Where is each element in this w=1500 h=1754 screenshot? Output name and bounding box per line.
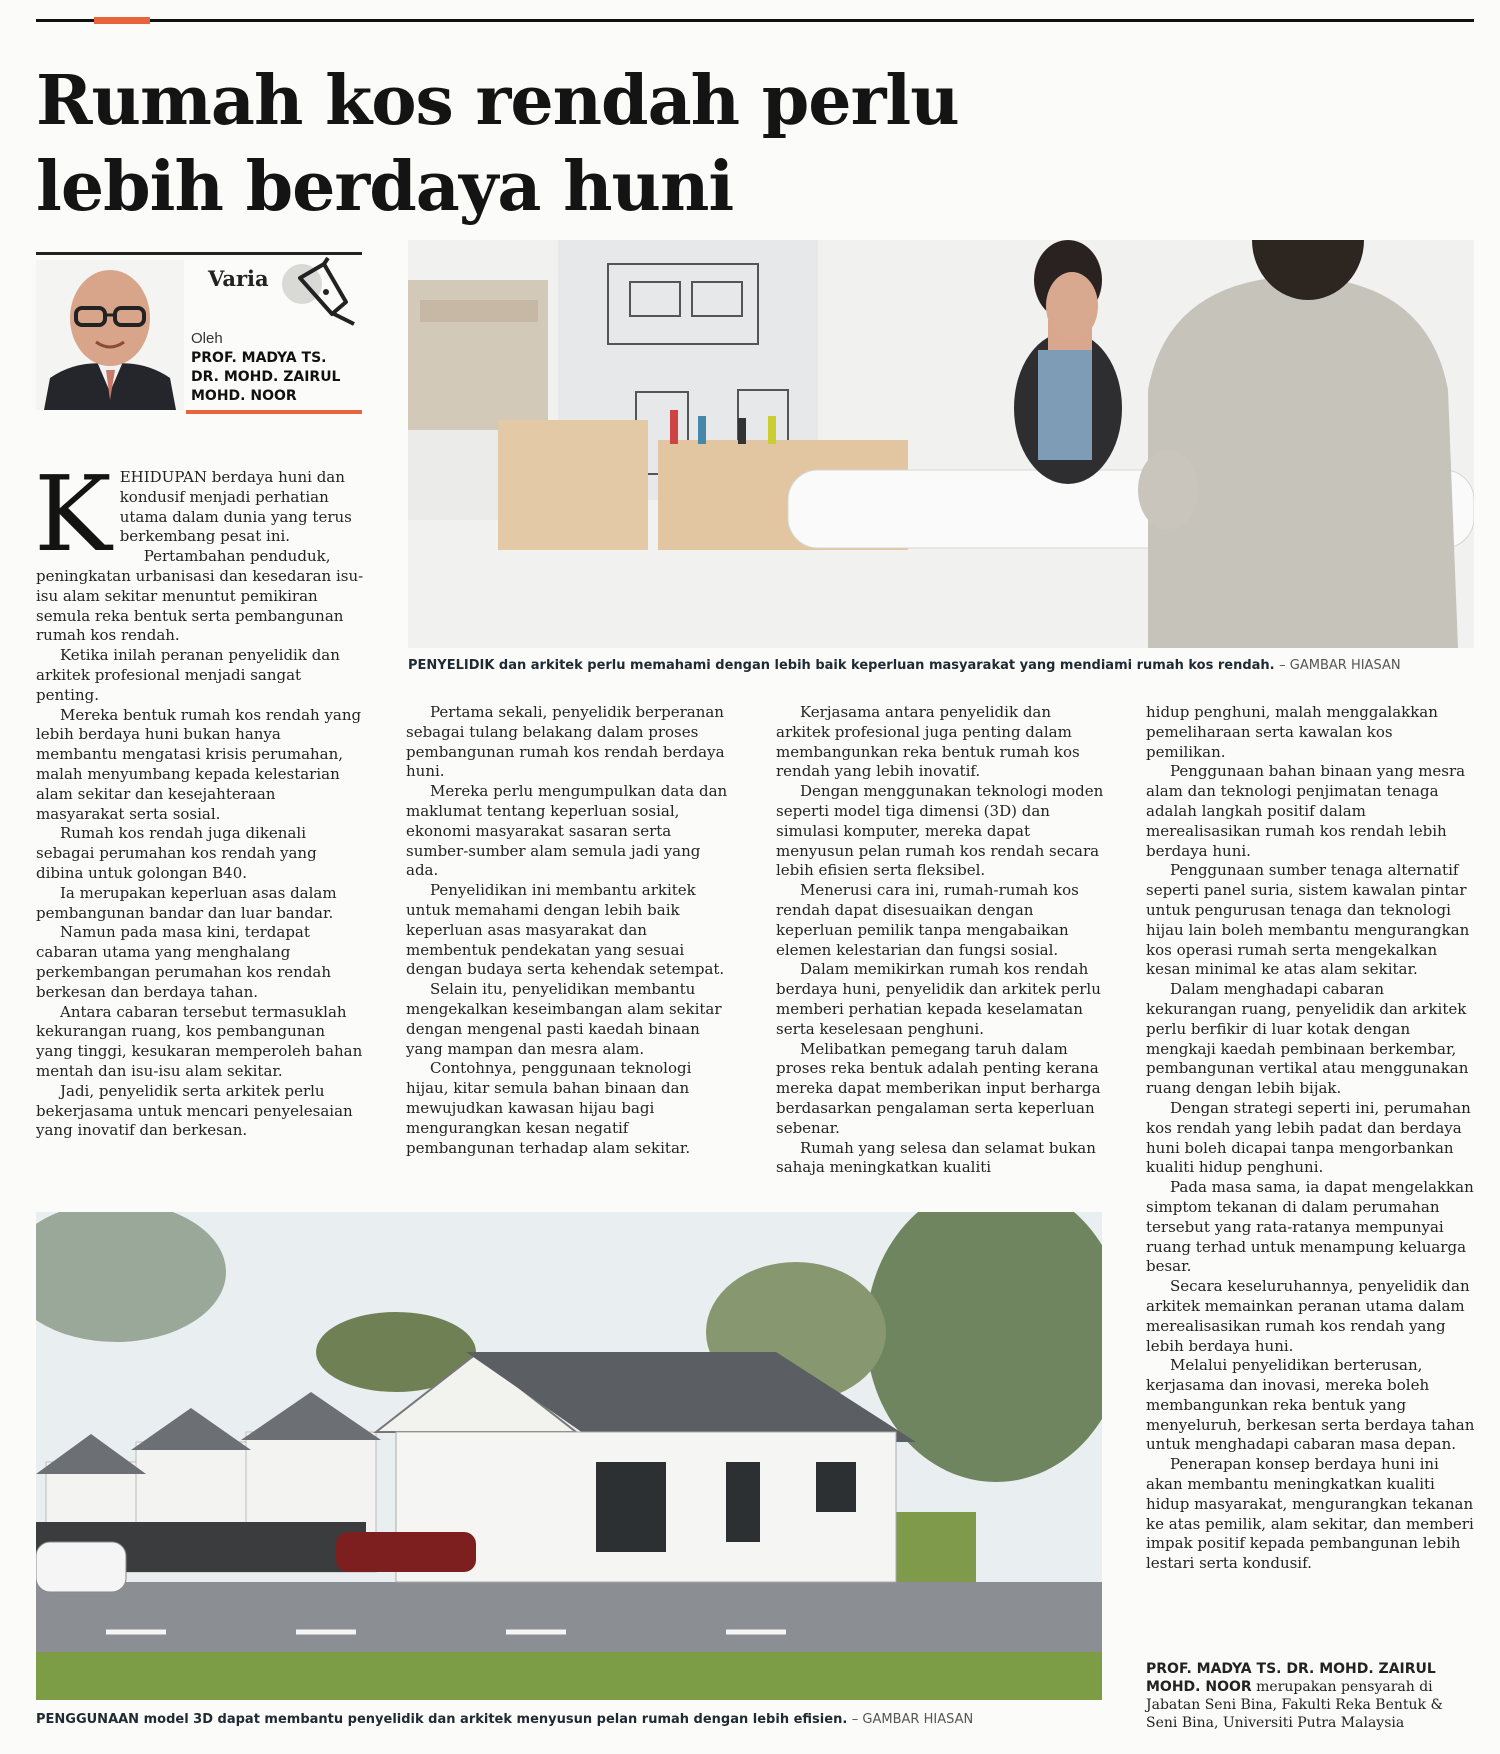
column-name: Varia [208,266,269,291]
paragraph: Melalui penyelidikan berterusan, kerjasama dan inovasi, mereka boleh membangunkan reka bentuk yang menyeluruh, berkesan serta berdaya tahan untuk menghadapi cabaran masa depan. [1146,1356,1475,1454]
caption-text: PENGGUNAAN model 3D dapat membantu penyelidik dan arkitek menyusun pelan rumah dengan lebih efisien. [36,1712,848,1727]
author-name: PROF. MADYA TS. DR. MOHD. ZAIRUL MOHD. NOOR [191,350,341,404]
housing-render-photo [36,1212,1102,1700]
paragraph: Rumah kos rendah juga dikenali sebagai perumahan kos rendah yang dibina untuk golongan B40. [36,824,317,882]
article-column-3 [776,703,1106,1178]
top-rule [36,19,1474,22]
paragraph: Selain itu, penyelidikan membantu mengekalkan keseimbangan alam sekitar dengan mengenal pasti kaedah binaan yang mampan dan mesra alam. [406,980,722,1058]
article-column-2 [406,703,736,1158]
paragraph: Ia merupakan keperluan asas dalam pembangunan bandar dan luar bandar. [36,883,337,922]
paragraph: Mereka perlu mengumpulkan data dan maklumat tentang keperluan sosial, ekonomi masyarakat sasaran serta sumber-sumber alam semula jadi yang ada. [406,782,728,880]
fountain-pen-icon [280,256,356,326]
caption-text: PENYELIDIK dan arkitek perlu memahami dengan lebih baik keperluan masyarakat yang mendiami rumah kos rendah. [408,658,1275,673]
paragraph: Kerjasama antara penyelidik dan arkitek profesional juga penting dalam membangunkan reka bentuk rumah kos rendah yang lebih inovatif. [776,703,1080,781]
top-accent-bar [94,17,150,24]
photo2-caption [36,1712,1102,1727]
paragraph: Antara cabaran tersebut termasuklah kekurangan ruang, kos pembangunan yang tinggi, kesukaran memperoleh bahan mentah dan isu-isu alam sekitar. [36,1002,363,1080]
photo1-caption [408,658,1474,673]
author-bio [1146,1660,1476,1732]
paragraph: Penyelidikan ini membantu arkitek untuk memahami dengan lebih baik keperluan asas masyarakat dan membentuk pendekatan yang sesuai dengan budaya serta kehendak setempat. [406,881,725,979]
drop-cap: K [34,453,112,575]
author-photo [36,260,184,410]
caption-credit: – GAMBAR HIASAN [1279,658,1401,673]
article-column-4 [1146,703,1476,1574]
paragraph: Menerusi cara ini, rumah-rumah kos rendah dapat disesuaikan dengan keperluan pemilik tanpa mengabaikan elemen kelestarian dan fungsi sosial. [776,881,1079,959]
paragraph: Contohnya, penggunaan teknologi hijau, kitar semula bahan binaan dan mewujudkan kawasan hijau bagi mengurangkan kesan negatif pembangunan terhadap alam sekitar. [406,1059,692,1157]
paragraph: Dengan strategi seperti ini, perumahan kos rendah yang lebih padat dan berdaya huni boleh dicapai tanpa mengorbankan kualiti hidup penghuni. [1146,1098,1471,1177]
paragraph: Mereka bentuk rumah kos rendah yang lebih berdaya huni bukan hanya membantu mengatasi krisis perumahan, malah menyumbang kepada kelestarian alam sekitar dan kesejahteraan masyarakat serta sosial. [36,705,362,823]
paragraph: Dengan menggunakan teknologi moden seperti model tiga dimensi (3D) dan simulasi komputer, mereka dapat menyusun pelan rumah kos rendah secara lebih efisien serta fleksibel. [776,782,1104,880]
paragraph: Dalam memikirkan rumah kos rendah berdaya huni, penyelidik dan arkitek perlu memberi perhatian kepada keselamatan serta keselesaan penghuni. [776,960,1101,1038]
paragraph: Ketika inilah peranan penyelidik dan arkitek profesional menjadi sangat penting. [36,646,340,704]
paragraph: Pada masa sama, ia dapat mengelakkan simptom tekanan di dalam perumahan tersebut yang rata-ratanya mempunyai ruang terhad untuk menampung keluarga besar. [1146,1178,1474,1276]
paragraph: Melibatkan pemegang taruh dalam proses reka bentuk adalah penting kerana mereka dapat memberikan input berharga berdasarkan pengalaman serta keperluan sebenar. [776,1039,1101,1137]
paragraph: Dalam menghadapi cabaran kekurangan ruang, penyelidik dan arkitek perlu berfikir di luar kotak dengan mengkaji kaedah pembinaan berkembar, pembangunan vertikal atau menggunakan ruang dengan lebih bijak. [1146,980,1469,1098]
article-headline: Rumah kos rendah perlu lebih berdaya huni [36,61,959,227]
paragraph: Pertama sekali, penyelidik berperanan sebagai tulang belakang dalam proses pembangunan rumah kos rendah berdaya huni. [406,703,725,781]
paragraph: Pertambahan penduduk, peningkatan urbanisasi dan kesedaran isu-isu alam sekitar menuntut pemikiran semula reka bentuk serta pembangunan rumah kos rendah. [36,547,364,645]
paragraph: EHIDUPAN berdaya huni dan kondusif menjadi perhatian utama dalam dunia yang terus berkembang pesat ini. [119,468,352,546]
bio-name: PROF. MADYA TS. DR. MOHD. ZAIRUL MOHD. NOOR [1146,1661,1436,1695]
caption-credit: – GAMBAR HIASAN [851,1712,974,1727]
architects-photo [408,240,1474,648]
bio-text: merupakan pensyarah di Jabatan Seni Bina, Fakulti Reka Bentuk & Seni Bina, Universiti Putra Malaysia [1146,1679,1443,1731]
byline-rule [36,252,362,255]
paragraph: Jadi, penyelidik serta arkitek perlu bekerjasama untuk mencari penyelesaian yang inovatif dan berkesan. [36,1081,353,1140]
paragraph: hidup penghuni, malah menggalakkan pemeliharaan serta kawalan kos pemilikan. [1146,703,1438,761]
paragraph: Penggunaan bahan binaan yang mesra alam dan teknologi penjimatan tenaga adalah langkah positif dalam merealisasikan rumah kos rendah lebih berdaya huni. [1146,762,1466,860]
article-column-1 [34,453,366,1141]
paragraph: Namun pada masa kini, terdapat cabaran utama yang menghalang perkembangan perumahan kos rendah berkesan dan berdaya tahan. [36,923,332,1001]
paragraph: Rumah yang selesa dan selamat bukan sahaja meningkatkan kualiti [776,1138,1096,1177]
paragraph: Penggunaan sumber tenaga alternatif seperti panel suria, sistem kawalan pintar untuk pengurusan tenaga dan teknologi hijau lain boleh membantu mengurangkan kos operasi rumah serta mengekalkan kesan minimal ke atas alam sekitar. [1146,861,1470,979]
paragraph: Penerapan konsep berdaya huni ini akan membantu meningkatkan kualiti hidup masyarakat, mengurangkan tekanan ke atas pemilik, alam sekitar, dan memberi impak positif kepada pembangunan lebih lestari serta kondusif. [1146,1455,1474,1573]
byline-label: Oleh [191,330,223,347]
byline-accent-rule [186,410,362,414]
paragraph: Secara keseluruhannya, penyelidik dan arkitek memainkan peranan utama dalam merealisasikan rumah kos rendah yang lebih berdaya huni. [1146,1277,1470,1355]
